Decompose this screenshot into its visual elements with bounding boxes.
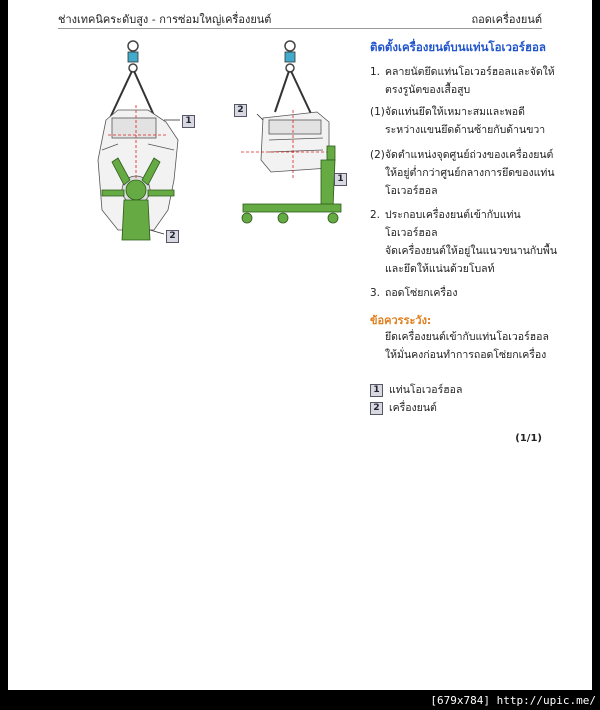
- caution-line-2: ให้มั่นคงก่อนทำการถอดโซ่ยกเครื่อง: [385, 349, 547, 361]
- step-1-line-1: คลายนัตยึดแท่นโอเวอร์ฮอลและจัดให้: [385, 66, 555, 78]
- step-2-line-2: โอเวอร์ฮอล: [385, 227, 438, 239]
- step-2-line-3: จัดเครื่องยนต์ให้อยู่ในแนวขนานกับพื้น: [385, 245, 558, 257]
- legend-badge-2: 2: [370, 402, 383, 415]
- legend-label-2: เครื่องยนต์: [389, 402, 437, 414]
- callout-2-right: 2: [234, 104, 247, 117]
- caution-line-1: ยึดเครื่องยนต์เข้ากับแท่นโอเวอร์ฮอล: [385, 331, 549, 343]
- section-title: ติดตั้งเครื่องยนต์บนแท่นโอเวอร์ฮอล: [370, 40, 546, 54]
- legend-item-stand: [370, 382, 462, 398]
- step-1-line-2: ตรงรูนัตของเสื้อสูบ: [385, 84, 471, 96]
- footer-watermark[interactable]: [679x784] http://upic.me/: [430, 694, 596, 707]
- step-1-sub-2: [370, 146, 555, 200]
- step-1-sub-2-line-3: โอเวอร์ฮอล: [385, 185, 438, 197]
- engine-outline: [261, 112, 329, 172]
- figure-engine-on-stand: [233, 40, 358, 225]
- legend-badge-1: 1: [370, 384, 383, 397]
- callout-1-left: 2: [166, 230, 179, 243]
- figure-engine-front-view: [88, 40, 208, 245]
- callout-2-left: 1: [182, 115, 195, 128]
- step-1-sub-2-line-2: ให้อยู่ต่ำกว่าศูนย์กลางการยึดของแท่น: [385, 167, 555, 179]
- header-right: ถอดเครื่องยนต์: [471, 13, 542, 26]
- step-2-line-1: ประกอบเครื่องยนต์เข้ากับแท่น: [385, 209, 521, 221]
- caution-title: ข้อควรระวัง:: [370, 314, 432, 327]
- step-3: [370, 284, 457, 302]
- header-divider: [58, 28, 542, 29]
- step-2: [370, 206, 557, 278]
- callout-1-right: 1: [334, 173, 347, 186]
- step-1-sub-1-line-2: ระหว่างแขนยึดด้านซ้ายกับด้านขวา: [385, 124, 546, 136]
- lift-chain: [275, 71, 313, 118]
- lift-hook-icon: [128, 41, 138, 72]
- caution-text: [370, 328, 549, 364]
- step-2-number: 2.: [370, 209, 381, 221]
- step-1-sub-2-line-1: (2)จัดตำแหน่งจุดศูนย์ถ่วงของเครื่องยนต์: [370, 149, 554, 161]
- lift-hook-icon: [285, 41, 295, 72]
- legend-item-engine: [370, 400, 437, 416]
- document-page: [8, 0, 592, 690]
- step-1: [370, 63, 555, 99]
- step-3-line-1: ถอดโซ่ยกเครื่อง: [385, 287, 458, 299]
- page-number: (1/1): [515, 433, 542, 444]
- step-2-line-4: และยึดให้แน่นด้วยโบลท์: [385, 263, 495, 275]
- step-3-number: 3.: [370, 287, 381, 299]
- header-left: ช่างเทคนิคระดับสูง - การซ่อมใหญ่เครื่องยนต์: [58, 13, 272, 26]
- legend-label-1: แท่นโอเวอร์ฮอล: [389, 384, 463, 396]
- step-1-sub-1-line-1: (1)จัดแท่นยึดให้เหมาะสมและพอดี: [370, 106, 525, 118]
- step-1-number: 1.: [370, 66, 381, 78]
- step-1-sub-1: [370, 103, 545, 139]
